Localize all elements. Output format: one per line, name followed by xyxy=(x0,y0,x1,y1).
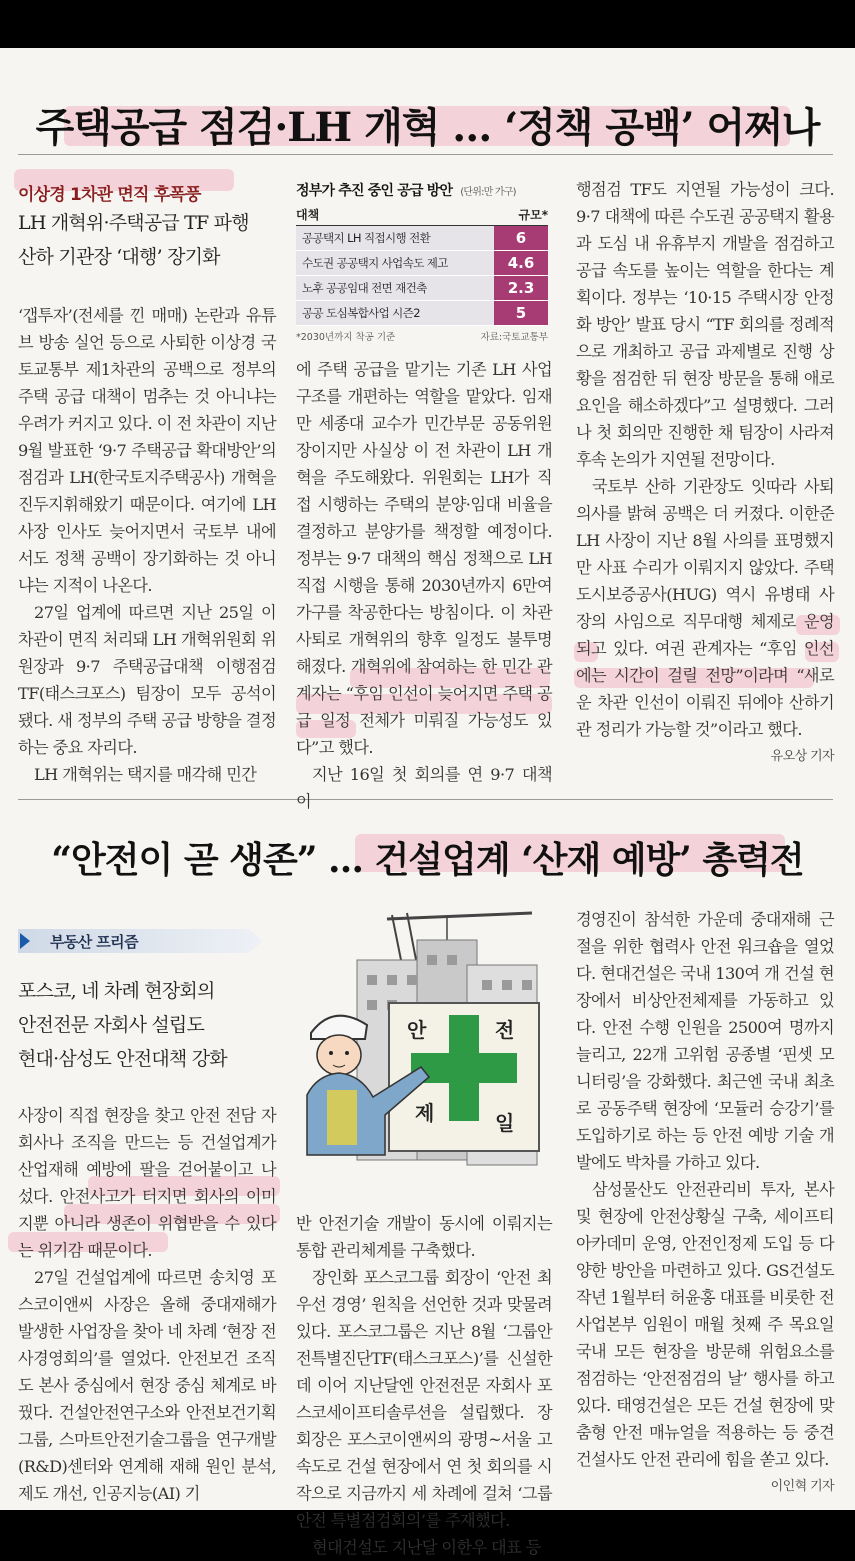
paragraph: ‘갭투자’(전세를 낀 매매) 논란과 유튜브 방송 실언 등으로 사퇴한 이상경 국토교통부 제1차관의 공백으로 정부의 주택 공급 대책이 멈추는 것 아니냐는 우려가 커지고 있다. 이 전 차관이 지난 9월 발표한 ‘9·7 주택공급 확대방안’의 점검과 LH(한국토지주택공사) 개혁을 진두지휘해왔기 때문이다. 여기에 LH 사장 인사도 늦어지면서 국토부 내에서도 정책 공백이 장기화하는 것 아니냐는 지적이 나온다. xyxy=(18,306,276,595)
article1-column-3 xyxy=(576,176,834,770)
table-cell-label: 수도권 공공택지 사업속도 제고 xyxy=(296,251,494,275)
table-cell-value: 4.6 xyxy=(494,251,548,275)
article1-column-1 xyxy=(18,302,276,788)
table-cell-label: 노후 공공임대 전면 재건축 xyxy=(296,276,494,300)
table-title xyxy=(296,180,548,200)
section-tag-label: 부동산 프리즘 xyxy=(50,933,138,951)
paragraph: 지난 16일 첫 회의를 연 9·7 대책 이 xyxy=(296,765,552,811)
table-row xyxy=(296,301,548,326)
table-cell-label: 공공택지 LH 직접시행 전환 xyxy=(296,226,494,250)
article2-column-3 xyxy=(576,906,834,1500)
paragraph: 삼성물산도 안전관리비 투자, 본사 및 현장에 안전상황실 구축, 세이프티 아카데미 운영, 안전인정제 도입 등 다양한 방안을 마련하고 있다. GS건설도 작년 1월부터 허윤홍 대표를 비롯한 전 사업본부 임원이 매월 첫째 주 목요일 국내 모든 현장을 방문해 위험요소를 점검하는 ‘안전점검의 날’ 행사를 하고 있다. 태영건설은 모든 건설 현장에 맞춤형 안전 매뉴얼을 적용하는 등 중견 건설사도 안전 관리에 힘을 쏟고 있다. xyxy=(576,1180,834,1469)
paragraph: 에 주택 공급을 맡기는 기존 LH 사업 구조를 개편하는 역할을 맡았다. 임재만 세종대 교수가 민간부문 공동위원장이지만 사실상 이 전 차관이 LH 개혁을 주도해왔다. 위원회는 LH가 직접 시행하는 주택의 분양·임대 비율을 결정하고 분양가를 책정할 예정이다. 정부는 9·7 대책의 핵심 정책으로 LH 직접 시행을 통해 2030년까지 6만여 가구를 착공한다는 방침이다. 이 차관 사퇴로 개혁위의 향후 일정도 불투명해졌다. 개혁위에 참여하는 한 민간 관계자는 “후임 인선이 늦어지면 주택 공급 일정 전체가 미뤄질 가능성도 있다”고 했다. xyxy=(296,360,552,757)
table-header-left: 대책 xyxy=(296,208,320,222)
table-cell-value: 6 xyxy=(494,226,548,250)
paragraph: 국토부 산하 기관장도 잇따라 사퇴 의사를 밝혀 공백은 더 커졌다. 이한준 LH 사장이 지난 8월 사의를 표명했지만 사표 수리가 이뤄지지 않았다. 주택도시보증공사(HUG) 역시 유병태 사장의 사임으로 직무대행 체제로 운영되고 있다. 여권 관계자는 “후임 인선에는 시간이 걸릴 전망”이라며 “새로운 차관 인선이 이뤄진 뒤에야 산하기관 정리가 가능할 것”이라고 했다. xyxy=(576,477,834,739)
table-title-text: 정부가 추진 중인 공급 방안 xyxy=(296,183,453,199)
table-source: 자료:국토교통부 xyxy=(480,332,548,343)
table-header xyxy=(296,206,548,226)
table-unit: (단위:만 가구) xyxy=(460,187,516,198)
paragraph: LH 개혁위는 택지를 매각해 민간 xyxy=(34,765,257,784)
newspaper-page xyxy=(0,48,855,1557)
article1-subheads xyxy=(18,206,278,274)
article2-column-2 xyxy=(296,1210,552,1561)
sign-char: 안 xyxy=(407,1018,427,1042)
construction-worker-image xyxy=(297,905,554,1195)
paragraph: 반 안전기술 개발이 동시에 이뤄지는 통합 관리체계를 구축했다. xyxy=(296,1214,552,1260)
table-cell-value: 5 xyxy=(494,301,548,325)
table-footer xyxy=(296,329,548,343)
paragraph: 경영진이 참석한 가운데 중대재해 근절을 위한 협력사 안전 워크숍을 열었다. 현대건설은 국내 130여 개 건설 현장에서 비상안전체제를 가동하고 있다. 안전 수행 인원을 2500여 명까지 늘리고, 22개 고위험 공종별 ‘핀셋 모니터링’을 강화했다. 최근엔 국내 최초로 공동주택 현장에 ‘모듈러 승강기’를 도입하기로 하는 등 안전 예방 기술 개발에도 박차를 가하고 있다. xyxy=(576,910,834,1172)
sign-char: 일 xyxy=(495,1111,515,1135)
paragraph: 사장이 직접 현장을 찾고 안전 전담 자회사나 조직을 만드는 등 건설업계가 산업재해 예방에 팔을 걷어붙이고 나섰다. 안전사고가 터지면 회사의 이미지뿐 아니라 생존이 위협받을 수 있다는 위기감 때문이다. xyxy=(18,1106,276,1260)
subhead-line: LH 개혁위·주택공급 TF 파행 xyxy=(18,212,249,234)
paragraph: 현대건설도 지난달 이한우 대표 등 xyxy=(312,1538,541,1557)
article1-kicker: 이상경 1차관 면직 후폭풍 xyxy=(18,185,201,205)
table-row xyxy=(296,251,548,276)
article1-byline: 유오상 기자 xyxy=(770,749,834,764)
subhead-line: 현대·삼성도 안전대책 강화 xyxy=(18,1048,227,1070)
paragraph: 장인화 포스코그룹 회장이 ‘안전 최우선 경영’ 원칙을 선언한 것과 맞물려 있다. 포스코그룹은 지난 8월 ‘그룹안전특별진단TF(태스크포스)’를 신설한 데 이어 지난달엔 안전전문 자회사 포스코세이프티솔루션을 설립했다. 장 회장은 포스코이앤씨의 광명~서울 고속도로 건설 현장에서 연 첫 회의를 시작으로 지금까지 세 차례에 걸쳐 ‘그룹 안전 특별점검회의’를 주재했다. xyxy=(296,1268,552,1530)
article2-column-1 xyxy=(18,1102,276,1507)
table-row xyxy=(296,226,548,251)
safety-illustration xyxy=(297,905,554,1195)
article2-subheads xyxy=(18,974,278,1076)
subhead-line: 산하 기관장 ‘대행’ 장기화 xyxy=(18,246,220,268)
article1-column-2 xyxy=(296,356,552,815)
table-row xyxy=(296,276,548,301)
divider xyxy=(18,154,833,155)
paragraph: 행점검 TF도 지연될 가능성이 크다. 9·7 대책에 따른 수도권 공공택지 활용과 도심 내 유휴부지 개발을 점검하고 공급 속도를 높이는 역할을 한다는 계획이다. 정부는 ‘10·15 주택시장 안정화 방안’ 발표 당시 “TF 회의를 정례적으로 개최하고 공급 과제별로 진행 상황을 점검한 뒤 현장 방문을 통해 애로 요인을 해소하겠다”고 설명했다. 그러나 첫 회의만 진행한 채 팀장이 사라져 후속 논의가 지연될 전망이다. xyxy=(576,180,834,469)
article2-headline: “안전이 곧 생존” … 건설업계 ‘산재 예방’ 총력전 xyxy=(51,839,804,881)
article1-headline: 주택공급 점검·LH 개혁 … ‘정책 공백’ 어쩌나 xyxy=(35,104,820,151)
table-cell-value: 2.3 xyxy=(494,276,548,300)
table-footnote: *2030년까지 착공 기준 xyxy=(296,332,396,343)
triangle-icon xyxy=(20,933,30,949)
sign-char: 전 xyxy=(495,1018,515,1042)
section-tag xyxy=(18,925,273,957)
table-header-right: 규모* xyxy=(518,208,548,222)
article2-byline: 이인혁 기자 xyxy=(770,1479,834,1494)
paragraph: 27일 건설업계에 따르면 송치영 포스코이앤씨 사장은 올해 중대재해가 발생한 사업장을 찾아 네 차례 ‘현장 전사경영회의’를 열었다. 안전보건 조직도 본사 중심에서 현장 중심 체계로 바꿨다. 건설안전연구소와 안전보건기획그룹, 스마트안전기술그룹을 연구개발(R&D)센터와 연계해 재해 원인 분석, 제도 개선, 인공지능(AI) 기 xyxy=(18,1268,276,1503)
paragraph: 27일 업계에 따르면 지난 25일 이 차관이 면직 처리돼 LH 개혁위원회 위원장과 9·7 주택공급대책 이행점검 TF(태스크포스) 팀장이 모두 공석이 됐다. 새 정부의 주택 공급 방향을 결정하는 중요 자리다. xyxy=(18,603,276,757)
supply-plan-table xyxy=(296,180,548,343)
subhead-line: 안전전문 자회사 설립도 xyxy=(18,1014,205,1036)
sign-char: 제 xyxy=(415,1101,435,1125)
subhead-line: 포스코, 네 차례 현장회의 xyxy=(18,980,215,1002)
table-cell-label: 공공 도심복합사업 시즌2 xyxy=(296,301,494,325)
